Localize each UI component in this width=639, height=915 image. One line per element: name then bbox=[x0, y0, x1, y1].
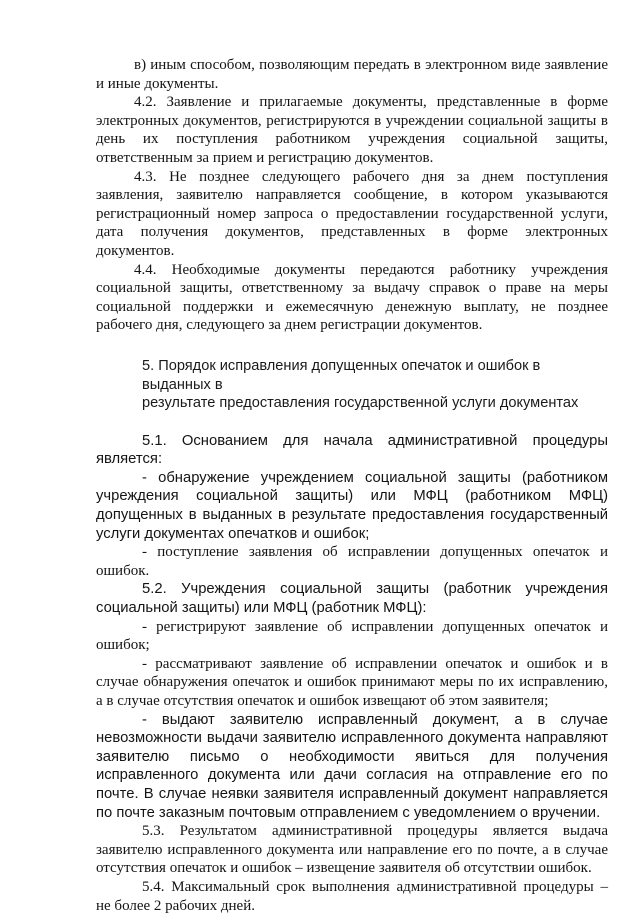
section-5-heading-line1: 5. Порядок исправления допущенных опечаток и ошибок в выданных в bbox=[142, 357, 541, 393]
paragraph-5-1-item-1: - обнаружение учреждением социальной защиты (работником учреждения социальной защиты) или МФЦ (работником МФЦ) допущенных в выданных в результате предоставления государственный услуги документах опечатков и ошибок; bbox=[96, 469, 608, 542]
paragraph-5-2-item-3: - выдают заявителю исправленный документ, а в случае невозможности выдачи заявителю исправленного документа направляют заявителю письмо о необходимости явиться для получения исправленного документа или дачи согласия на отправление его по почте. В случае неявки заявителя исправленный документ направляется по почте заказным почтовым отправлением с уведомлением о вручении. bbox=[96, 711, 608, 821]
document-page bbox=[96, 56, 608, 915]
paragraph-5-4: 5.4. Максимальный срок выполнения административной процедуры – не более 2 рабочих дней. bbox=[96, 878, 608, 914]
paragraph-5-2: 5.2. Учреждения социальной защиты (работник учреждения социальной защиты) или МФЦ (работник МФЦ): bbox=[96, 581, 608, 617]
paragraph-4-4: 4.4. Необходимые документы передаются работнику учреждения социальной защиты, ответственному за выдачу справок о праве на меры социальной поддержки и ежемесячную денежную выплату, не позднее рабочего дня, следующего за днем регистрации документов. bbox=[96, 261, 608, 334]
paragraph-5-1: 5.1. Основанием для начала административной процедуры является: bbox=[96, 432, 608, 468]
paragraph-5-2-item-2: - рассматривают заявление об исправлении опечаток и ошибок и в случае обнаружения опечаток и ошибок принимают меры по их исправлению, а в случае отсутствия опечаток и ошибок извещают об этом заявителя; bbox=[96, 655, 608, 709]
section-5-heading bbox=[96, 357, 608, 413]
paragraph-5-2-item-1: - регистрируют заявление об исправлении допущенных опечаток и ошибок; bbox=[96, 618, 608, 654]
paragraph-4-1-c: в) иным способом, позволяющим передать в электронном виде заявление и иные документы. bbox=[96, 57, 608, 92]
paragraph-5-3: 5.3. Результатом административной процедуры является выдача заявителю исправленного документа или направление его по почте, а в случае отсутствия опечаток и ошибок – извещение заявителя об отсутствии ошибок. bbox=[96, 823, 608, 877]
section-5-heading-line2: результате предоставления государственной услуги документах bbox=[142, 395, 579, 412]
paragraph-4-2: 4.2. Заявление и прилагаемые документы, представленные в форме электронных документов, регистрируются в учреждении социальной защиты в день их поступления работником учреждения социальной защиты, ответственным за прием и регистрацию документов. bbox=[96, 94, 608, 166]
paragraph-5-1-item-2: - поступление заявления об исправлении допущенных опечаток и ошибок. bbox=[96, 544, 608, 579]
paragraph-4-3: 4.3. Не позднее следующего рабочего дня за днем поступления заявления, заявителю направляется сообщение, в котором указываются регистрационный номер запроса о предоставлении государственной услуги, дата получения документов, представленных в форме электронных документов. bbox=[96, 168, 608, 259]
